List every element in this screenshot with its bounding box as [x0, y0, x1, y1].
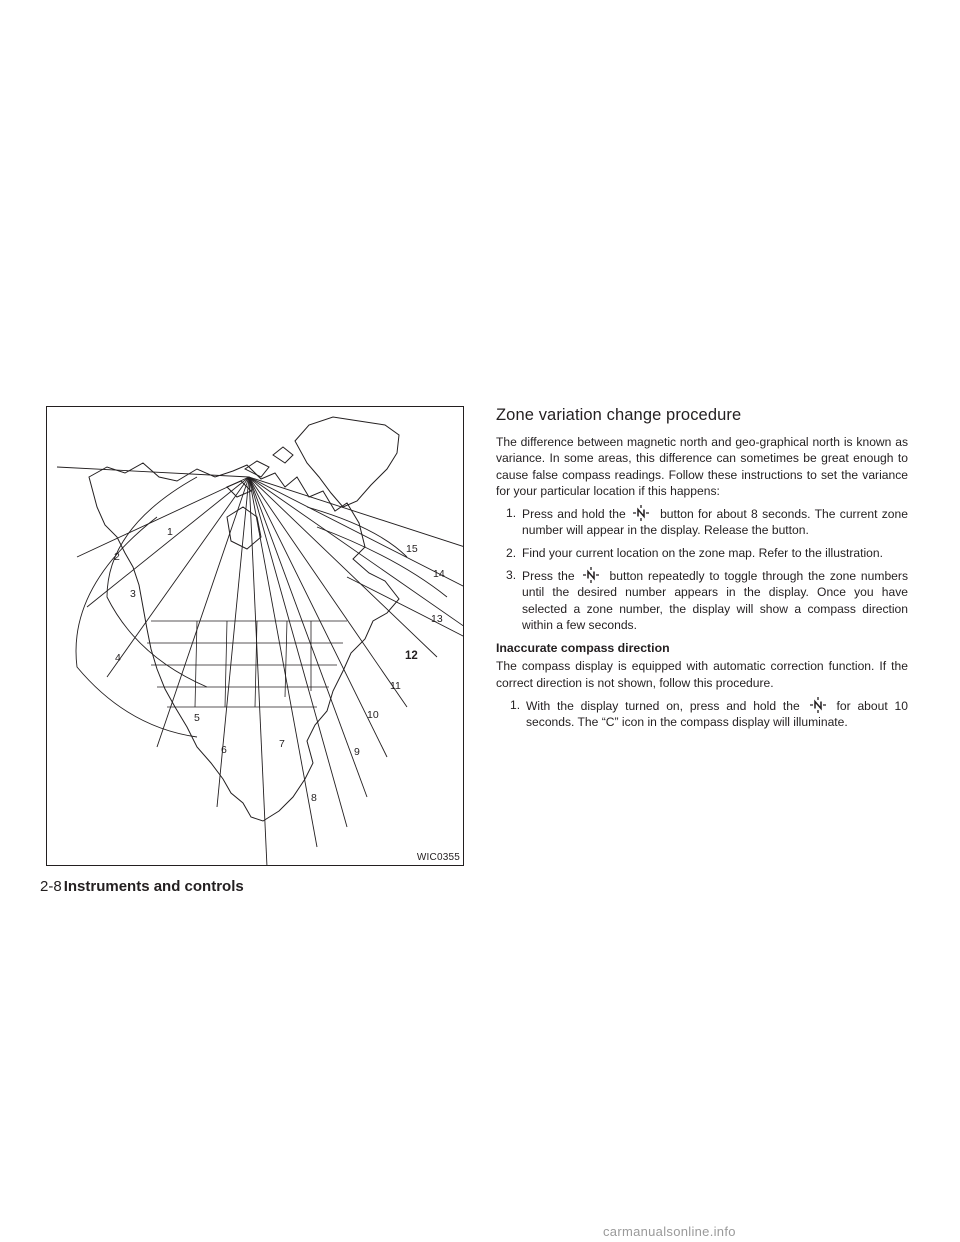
compass-north-button-icon	[630, 505, 652, 521]
zone-label: 14	[433, 568, 445, 580]
isogonic-lines	[57, 467, 464, 866]
zone-label: 8	[311, 792, 317, 804]
zone-map-illustration	[47, 407, 464, 866]
subsection-intro: The compass display is equipped with automatic correction function. If the correct direction is not shown, follow this procedure.	[496, 659, 908, 690]
page-footer	[40, 878, 244, 895]
section-intro: The difference between magnetic north and geo-graphical north is known as variance. In some areas, this difference can sometimes be great enough to cause false compass readings. Follow these instructions to set the variance for your particular location if this happens:	[496, 435, 908, 498]
zone-label: 3	[130, 588, 136, 600]
zone-label: 1	[167, 526, 173, 538]
zone-label: 10	[367, 709, 379, 721]
watermark: carmanualsonline.info	[603, 1224, 736, 1239]
list-item: 1. Press and hold the button for about 8 seconds. The current zone number will appear in the display. Release the button.	[506, 506, 908, 538]
greenland-outline	[295, 417, 399, 507]
list-item: 1. With the display turned on, press and hold the for about 10 seconds. The “C” icon in the compass display will illuminate.	[510, 697, 908, 730]
subsection-title: Inaccurate compass direction	[496, 641, 670, 656]
figure-code: WIC0355	[416, 852, 460, 863]
compass-north-button-icon	[807, 697, 829, 713]
section-name: Instruments and controls	[63, 878, 244, 895]
zone-label: 5	[194, 712, 200, 724]
list-item: 3. Press the button repeatedly to toggle through the zone numbers until the desired number appears in the display. Once you have selected a zone number, the display will show a compass direction within a few seconds.	[506, 568, 908, 632]
zone-label: 4	[115, 652, 121, 664]
zone-label: 12	[405, 650, 418, 662]
state-borders	[147, 621, 347, 707]
content-column	[496, 405, 908, 736]
section-title: Zone variation change procedure	[496, 406, 742, 424]
zone-label: 11	[390, 680, 401, 692]
zone-map-figure	[46, 406, 464, 866]
zone-label: 9	[354, 746, 360, 758]
zone-label: 6	[221, 744, 227, 756]
zone-arcs	[76, 477, 464, 737]
zone-label: 15	[406, 543, 418, 555]
page-number: 2-8	[40, 878, 62, 895]
zone-label: 13	[431, 613, 443, 625]
compass-north-button-icon	[580, 567, 602, 583]
zone-label: 7	[279, 738, 285, 750]
correction-steps-list	[510, 697, 908, 731]
continent-outline	[89, 463, 399, 821]
zone-steps-list	[506, 505, 908, 633]
zone-label: 2	[114, 551, 120, 563]
list-item: 2. Find your current location on the zone map. Refer to the illustration.	[506, 545, 883, 560]
